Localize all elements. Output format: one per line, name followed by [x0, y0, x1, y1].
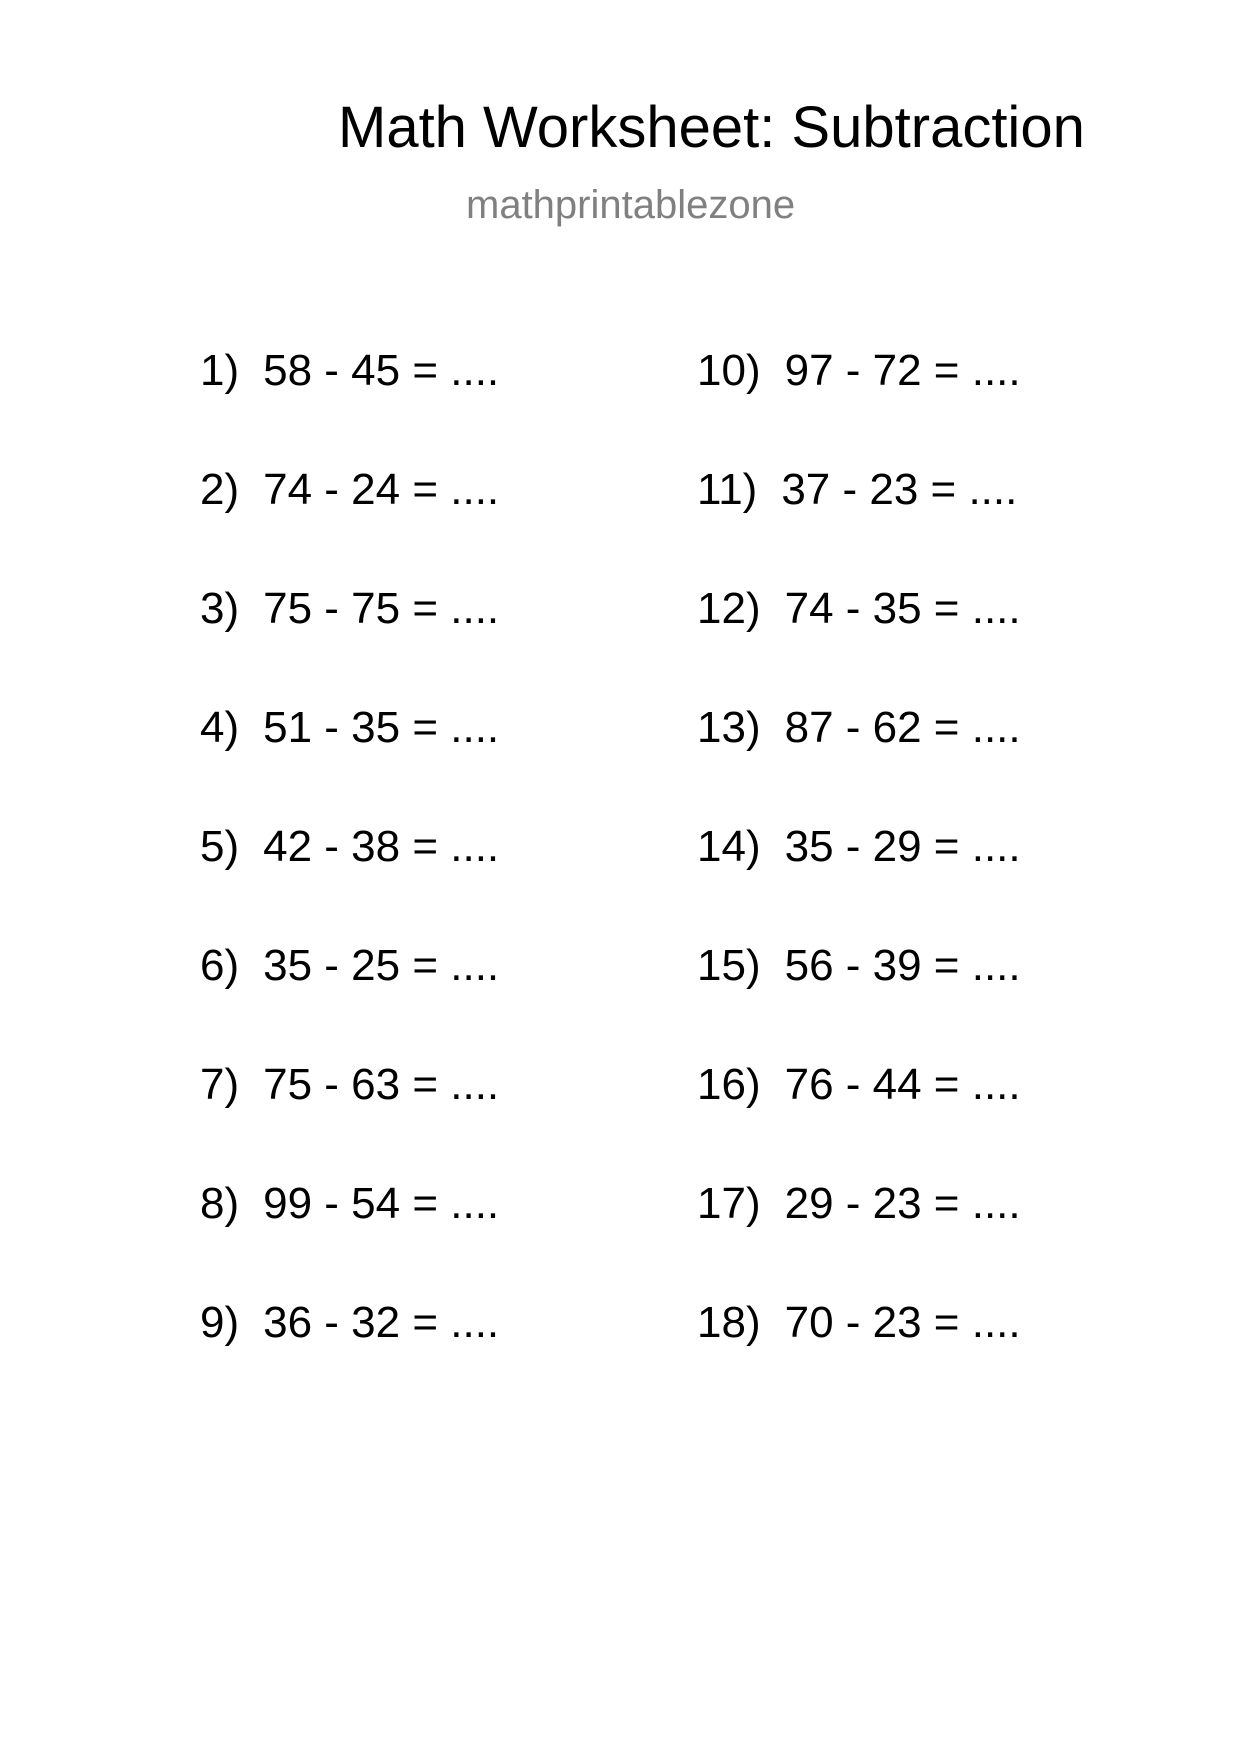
- problem-4: [200, 702, 650, 821]
- problem-15: [697, 940, 1147, 1059]
- problem-8: [200, 1178, 650, 1297]
- problem-3: [200, 583, 650, 702]
- problem-expression: 74 - 24 = ....: [263, 465, 500, 514]
- problem-9: [200, 1297, 650, 1416]
- problem-number: 17): [697, 1179, 761, 1228]
- problem-expression: 76 - 44 = ....: [784, 1060, 1021, 1109]
- page-subtitle: mathprintablezone: [466, 183, 796, 227]
- problem-expression: 97 - 72 = ....: [784, 346, 1021, 395]
- problem-11: [697, 464, 1147, 583]
- problem-number: 16): [697, 1060, 761, 1109]
- problem-number: 1): [200, 346, 240, 395]
- problem-expression: 75 - 63 = ....: [263, 1060, 500, 1109]
- problem-expression: 74 - 35 = ....: [784, 584, 1021, 633]
- problem-column-right: [697, 345, 1147, 1416]
- problem-2: [200, 464, 650, 583]
- problem-16: [697, 1059, 1147, 1178]
- problem-expression: 87 - 62 = ....: [784, 703, 1021, 752]
- problem-number: 11): [697, 465, 758, 514]
- problem-expression: 51 - 35 = ....: [263, 703, 500, 752]
- problem-number: 5): [200, 822, 240, 871]
- problem-number: 4): [200, 703, 240, 752]
- problem-14: [697, 821, 1147, 940]
- problem-number: 2): [200, 465, 240, 514]
- problem-number: 9): [200, 1298, 240, 1347]
- problem-12: [697, 583, 1147, 702]
- problem-number: 13): [697, 703, 761, 752]
- problem-7: [200, 1059, 650, 1178]
- problem-expression: 37 - 23 = ....: [781, 465, 1018, 514]
- problem-expression: 99 - 54 = ....: [263, 1179, 500, 1228]
- problem-expression: 56 - 39 = ....: [784, 941, 1021, 990]
- problem-number: 7): [200, 1060, 240, 1109]
- problem-6: [200, 940, 650, 1059]
- problem-expression: 58 - 45 = ....: [263, 346, 500, 395]
- problem-expression: 70 - 23 = ....: [784, 1298, 1021, 1347]
- problem-1: [200, 345, 650, 464]
- problem-number: 18): [697, 1298, 761, 1347]
- problem-expression: 75 - 75 = ....: [263, 584, 500, 633]
- problem-number: 8): [200, 1179, 240, 1228]
- problem-18: [697, 1297, 1147, 1416]
- problem-10: [697, 345, 1147, 464]
- page-title: Math Worksheet: Subtraction: [338, 95, 1085, 160]
- problem-number: 3): [200, 584, 240, 633]
- problem-number: 15): [697, 941, 761, 990]
- problem-expression: 42 - 38 = ....: [263, 822, 500, 871]
- problem-number: 6): [200, 941, 240, 990]
- problem-expression: 35 - 29 = ....: [784, 822, 1021, 871]
- problem-column-left: [200, 345, 650, 1416]
- problem-13: [697, 702, 1147, 821]
- problem-expression: 29 - 23 = ....: [784, 1179, 1021, 1228]
- problem-number: 14): [697, 822, 761, 871]
- problem-number: 10): [697, 346, 761, 395]
- problem-5: [200, 821, 650, 940]
- problem-expression: 35 - 25 = ....: [263, 941, 500, 990]
- problem-number: 12): [697, 584, 761, 633]
- problem-17: [697, 1178, 1147, 1297]
- problem-expression: 36 - 32 = ....: [263, 1298, 500, 1347]
